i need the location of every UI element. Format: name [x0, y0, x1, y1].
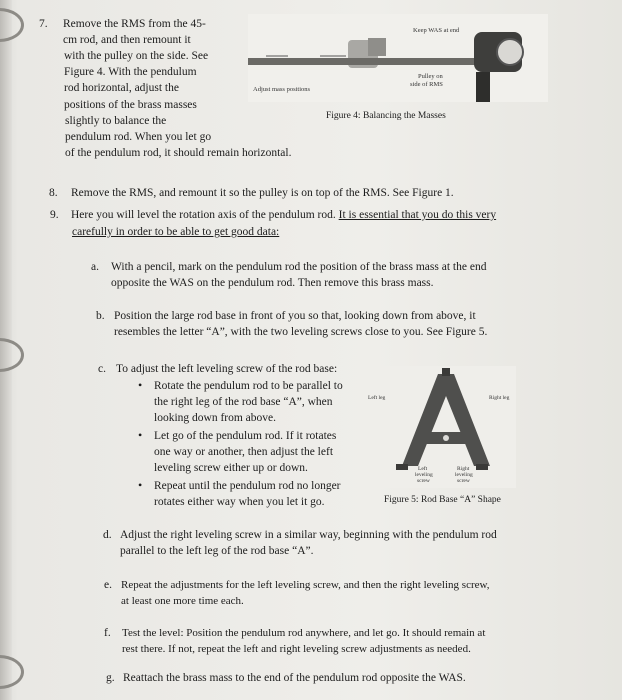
- substep-c-bullet-line: Rotate the pendulum rod to be parallel to: [154, 380, 343, 392]
- substep-letter: a.: [91, 261, 99, 273]
- substep-e-line: at least one more time each.: [121, 595, 244, 607]
- figure4-label-keep-was: Keep WAS at end: [413, 27, 460, 34]
- bullet: •: [138, 478, 143, 492]
- substep-letter: d.: [103, 529, 112, 541]
- substep-c-bullet-line: Let go of the pendulum rod. If it rotates: [154, 430, 337, 442]
- substep-c-bullet-line: Repeat until the pendulum rod no longer: [154, 480, 341, 492]
- step-number: 8.: [49, 187, 58, 199]
- substep-f-line: rest there. If not, repeat the left and right leveling screw adjustments as needed.: [122, 643, 471, 655]
- substep-letter: c.: [98, 363, 106, 375]
- substep-d-line: Adjust the right leveling screw in a similar way, beginning with the pendulum rod: [120, 529, 497, 541]
- figure4-label-pulley: Pulley on: [418, 73, 443, 80]
- substep-f-line: Test the level: Position the pendulum rod anywhere, and let go. It should remain at: [122, 627, 486, 639]
- step9-emphasis: carefully in order to be able to get good data:: [72, 226, 280, 238]
- substep-g-text: Reattach the brass mass to the end of the pendulum rod opposite the WAS.: [123, 672, 466, 684]
- step7-line: with the pulley on the side. See: [64, 50, 209, 62]
- figure5-label-right-screw: screw: [457, 478, 470, 484]
- binder-ring: [0, 8, 24, 42]
- right-leveling-screw: [476, 464, 488, 470]
- binder-ring: [0, 338, 24, 372]
- left-leveling-screw: [396, 464, 408, 470]
- step7-line: cm rod, and then remount it: [63, 34, 191, 46]
- substep-c-bullet-line: leveling screw either up or down.: [154, 462, 308, 474]
- substep-c-bullet-line: rotates either way when you let it go.: [154, 496, 325, 508]
- pulley: [497, 39, 523, 65]
- figure5-label-left-leg: Left leg: [368, 395, 386, 401]
- substep-b-line: resembles the letter “A”, with the two leveling screws close to you. See Figure 5.: [114, 326, 488, 338]
- step9-emphasis: It is essential that you do this very: [338, 209, 497, 221]
- substep-letter: b.: [96, 310, 105, 322]
- figure5-label-left-screw: leveling: [415, 472, 433, 478]
- substep-c-bullet-line: the right leg of the rod base “A”, when: [154, 396, 333, 408]
- step9-intro: Here you will level the rotation axis of the pendulum rod.: [71, 209, 339, 221]
- substep-e-line: Repeat the adjustments for the left leveling screw, and then the right leveling screw,: [121, 579, 490, 591]
- substep-c-bullet-line: one way or another, then adjust the left: [154, 446, 334, 458]
- figure5-label-left-screw: screw: [417, 478, 430, 484]
- step7-line: Figure 4. With the pendulum: [64, 66, 197, 78]
- substep-a-line: opposite the WAS on the pendulum rod. Then remove this brass mass.: [111, 277, 434, 289]
- figure5-rod-base: [376, 366, 516, 488]
- figure4-label-adjust: Adjust mass positions: [253, 86, 311, 93]
- step-number: 7.: [39, 18, 48, 30]
- substep-b-line: Position the large rod base in front of you so that, looking down from above, it: [114, 310, 476, 322]
- figure5-label-right-screw: leveling: [455, 472, 473, 478]
- figure5-label-left-screw: Left: [418, 466, 428, 472]
- step7-line: rod horizontal, adjust the: [64, 82, 179, 94]
- step7-line: positions of the brass masses: [64, 99, 197, 111]
- step7-line: of the pendulum rod, it should remain horizontal.: [65, 147, 292, 159]
- substep-c-bullet-line: looking down from above.: [154, 412, 277, 424]
- figure4-caption: Figure 4: Balancing the Masses: [326, 111, 446, 121]
- step-number: 9.: [50, 209, 59, 221]
- figure5-label-right-screw: Right: [457, 466, 470, 472]
- binder-ring: [0, 655, 24, 689]
- step8-text: Remove the RMS, and remount it so the pulley is on top of the RMS. See Figure 1.: [71, 187, 454, 199]
- figure5-label-right-leg: Right leg: [489, 395, 510, 401]
- substep-letter: e.: [104, 579, 112, 591]
- substep-d-line: parallel to the left leg of the rod base “A”.: [120, 545, 314, 557]
- bullet: •: [138, 378, 143, 392]
- step7-line: pendulum rod. When you let go: [65, 131, 212, 143]
- substep-letter: g.: [106, 672, 115, 684]
- substep-letter: f.: [104, 627, 111, 639]
- substep-a-line: With a pencil, mark on the pendulum rod the position of the brass mass at the end: [111, 261, 487, 273]
- step9-line1: [71, 208, 496, 224]
- figure5-caption: Figure 5: Rod Base “A” Shape: [384, 495, 501, 505]
- step7-line: Remove the RMS from the 45-: [63, 18, 206, 30]
- figure4-label-pulley: side of RMS: [410, 81, 443, 88]
- bullet: •: [138, 428, 143, 442]
- step7-line: slightly to balance the: [65, 115, 167, 127]
- substep-c-intro: To adjust the left leveling screw of the rod base:: [116, 363, 338, 375]
